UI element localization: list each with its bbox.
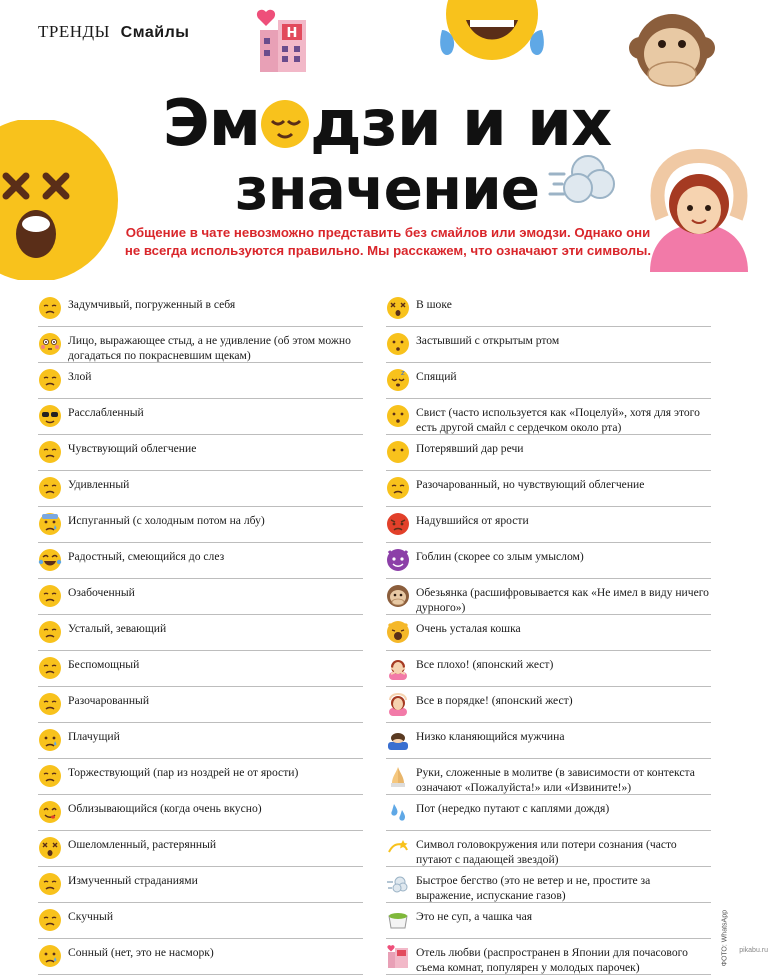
list-item: [386, 328, 711, 363]
dizzy-face-icon: [38, 836, 62, 860]
list-item-label: Задумчивый, погруженный в себя: [68, 298, 236, 311]
persevering-face-icon: [38, 872, 62, 896]
list-item-label: Ошеломленный, растерянный: [68, 838, 217, 851]
list-item-label: Чувствующий облегчение: [68, 442, 197, 455]
svg-text:z: z: [401, 369, 405, 377]
list-item-label: Скучный: [68, 910, 114, 923]
pensive-face-icon: [38, 296, 62, 320]
imp-icon: [386, 548, 410, 572]
sleepy-face-icon: [38, 944, 62, 968]
no-good-woman-icon: [386, 656, 410, 680]
list-item: [386, 292, 711, 327]
confused-face-icon: [38, 476, 62, 500]
list-item-label: Разочарованный: [68, 694, 150, 707]
list-item: [386, 904, 711, 939]
praying-hands-icon: [386, 764, 410, 788]
pouting-face-icon: [386, 512, 410, 536]
love-hotel-icon: [252, 8, 314, 72]
section-label: ТРЕНДЫ: [38, 22, 110, 41]
tired-face-icon: [38, 620, 62, 644]
list-item-label: Злой: [68, 370, 92, 383]
list-item: [386, 436, 711, 471]
list-item: [38, 364, 363, 399]
list-item: [38, 400, 363, 435]
whistling-face-icon: [386, 404, 410, 428]
list-item-label: Гоблин (скорее со злым умыслом): [416, 550, 584, 563]
tears-of-joy-face-icon: [440, 0, 544, 60]
list-item-label: Усталый, зевающий: [68, 622, 167, 635]
emoji-list-left: [38, 292, 363, 976]
list-item: [38, 328, 363, 363]
ok-woman-icon: [386, 692, 410, 716]
list-item: [386, 652, 711, 687]
list-item: [386, 400, 711, 435]
dash-icon: [386, 872, 410, 896]
list-item: [38, 472, 363, 507]
list-item: [386, 580, 711, 615]
angry-face-icon: [38, 368, 62, 392]
list-item-label: Удивленный: [68, 478, 130, 491]
list-item: [38, 688, 363, 723]
list-item: [38, 760, 363, 795]
list-item: [386, 616, 711, 651]
list-item-label: Расслабленный: [68, 406, 144, 419]
list-item-label: Это не суп, а чашка чая: [416, 910, 533, 923]
page-title-line2: значение: [234, 155, 540, 223]
list-item: [38, 544, 363, 579]
list-item: [386, 472, 711, 507]
yum-face-icon: [38, 800, 62, 824]
list-item-label: Плачущий: [68, 730, 120, 743]
list-item: [38, 292, 363, 327]
list-item-label: Очень усталая кошка: [416, 622, 521, 635]
svg-text:H: H: [286, 26, 298, 41]
section-header: [38, 22, 189, 42]
subsection-label: Смайлы: [120, 24, 190, 41]
list-item: [386, 544, 711, 579]
list-item-label: Потерявший дар речи: [416, 442, 524, 455]
sunglasses-face-icon: [38, 404, 62, 428]
list-item: [386, 364, 711, 399]
list-item-label: Сонный (нет, это не насморк): [68, 946, 214, 959]
weary-face-icon: [38, 908, 62, 932]
list-item-label: Озабоченный: [68, 586, 135, 599]
disappointed-face-icon: [38, 692, 62, 716]
hushed-face-icon: [386, 332, 410, 356]
list-item-label: Торжествующий (пар из ноздрей не от ярости): [68, 766, 299, 779]
list-item: [38, 616, 363, 651]
astonished-face-icon: [386, 296, 410, 320]
list-item: [38, 508, 363, 543]
list-item-label: Свист (часто используется как «Поцелуй», хотя для этого есть другой смайл с сердечком около рта): [416, 406, 700, 434]
weary-cat-icon: [386, 620, 410, 644]
list-item-label: В шоке: [416, 298, 452, 311]
triumph-face-icon: [38, 764, 62, 788]
crying-face-icon: [38, 728, 62, 752]
dizzy-symbol-icon: [386, 836, 410, 860]
intro-text: Общение в чате невозможно представить без смайлов или эмодзи. Однако они не всегда используются правильно. Мы расскажем, что означают эти символы.: [124, 225, 652, 258]
title-part-b: дзи и их: [310, 87, 612, 161]
list-item: [386, 796, 711, 831]
sleeping-face-icon: [386, 368, 410, 392]
confounded-face-icon: [38, 656, 62, 680]
page-title-line1: [0, 87, 774, 161]
speak-no-evil-monkey-icon: [386, 584, 410, 608]
list-item-label: Пот (нередко путают с каплями дождя): [416, 802, 610, 815]
list-item: [386, 508, 711, 543]
list-item: [38, 904, 363, 939]
worried-face-icon: [38, 584, 62, 608]
list-item: [386, 724, 711, 759]
list-item: [386, 940, 711, 975]
sweat-drops-icon: [386, 800, 410, 824]
no-mouth-face-icon: [386, 440, 410, 464]
tea-cup-icon: [386, 908, 410, 932]
watermark: pikabu.ru: [739, 947, 768, 954]
list-item: [38, 832, 363, 867]
list-item: [38, 940, 363, 975]
list-item: [38, 436, 363, 471]
list-item: [386, 760, 711, 795]
list-item-label: Все в порядке! (японский жест): [416, 694, 573, 707]
relieved-face-icon: [260, 96, 310, 146]
list-item-label: Измученный страданиями: [68, 874, 198, 887]
list-item: [386, 832, 711, 867]
list-item: [38, 868, 363, 903]
list-item-label: Лицо, выражающее стыд, а не удивление (об этом можно догадаться по покрасневшим щекам): [68, 334, 351, 362]
photo-credit: ФОТО: WhatsApp: [721, 910, 728, 967]
flushed-face-icon: [38, 332, 62, 356]
list-item-label: Облизывающийся (когда очень вкусно): [68, 802, 262, 815]
list-item-label: Застывший с открытым ртом: [416, 334, 560, 347]
list-item-label: Символ головокружения или потери сознания (часто путают с падающей звездой): [416, 838, 677, 866]
list-item-label: Испуганный (с холодным потом на лбу): [68, 514, 265, 527]
list-item-label: Спящий: [416, 370, 457, 383]
relieved-disappointed-face-icon: [386, 476, 410, 500]
list-item-label: Надувшийся от ярости: [416, 514, 529, 527]
list-item: [38, 652, 363, 687]
speak-no-evil-monkey-icon: [628, 8, 716, 96]
list-item-label: Беспомощный: [68, 658, 140, 671]
list-item-label: Обезьянка (расшифровывается как «Не имел в виду ничего дурного»): [416, 586, 709, 614]
tears-of-joy-face-icon: [38, 548, 62, 572]
list-item-label: Разочарованный, но чувствующий облегчение: [416, 478, 645, 491]
list-item-label: Радостный, смеющийся до слез: [68, 550, 225, 563]
bowing-man-icon: [386, 728, 410, 752]
list-item-label: Руки, сложенные в молитве (в зависимости от контекста означают «Пожалуйста!» или «Извините!»): [416, 766, 695, 794]
list-item: [386, 688, 711, 723]
list-item-label: Низко кланяющийся мужчина: [416, 730, 565, 743]
list-item: [38, 580, 363, 615]
relieved-face-icon: [38, 440, 62, 464]
fearful-sweat-face-icon: [38, 512, 62, 536]
list-item-label: Все плохо! (японский жест): [416, 658, 554, 671]
title-part-a: Эм: [162, 87, 261, 161]
emoji-list-right: [386, 292, 711, 976]
list-item: [38, 724, 363, 759]
list-item-label: Быстрое бегство (это не ветер и не, простите за выражение, испускание газов): [416, 874, 651, 902]
list-item: [38, 796, 363, 831]
list-item: [386, 868, 711, 903]
love-hotel-icon: [386, 944, 410, 968]
list-item-label: Отель любви (распространен в Японии для почасового съема комнат, популярен у молодых парочек): [416, 946, 688, 974]
